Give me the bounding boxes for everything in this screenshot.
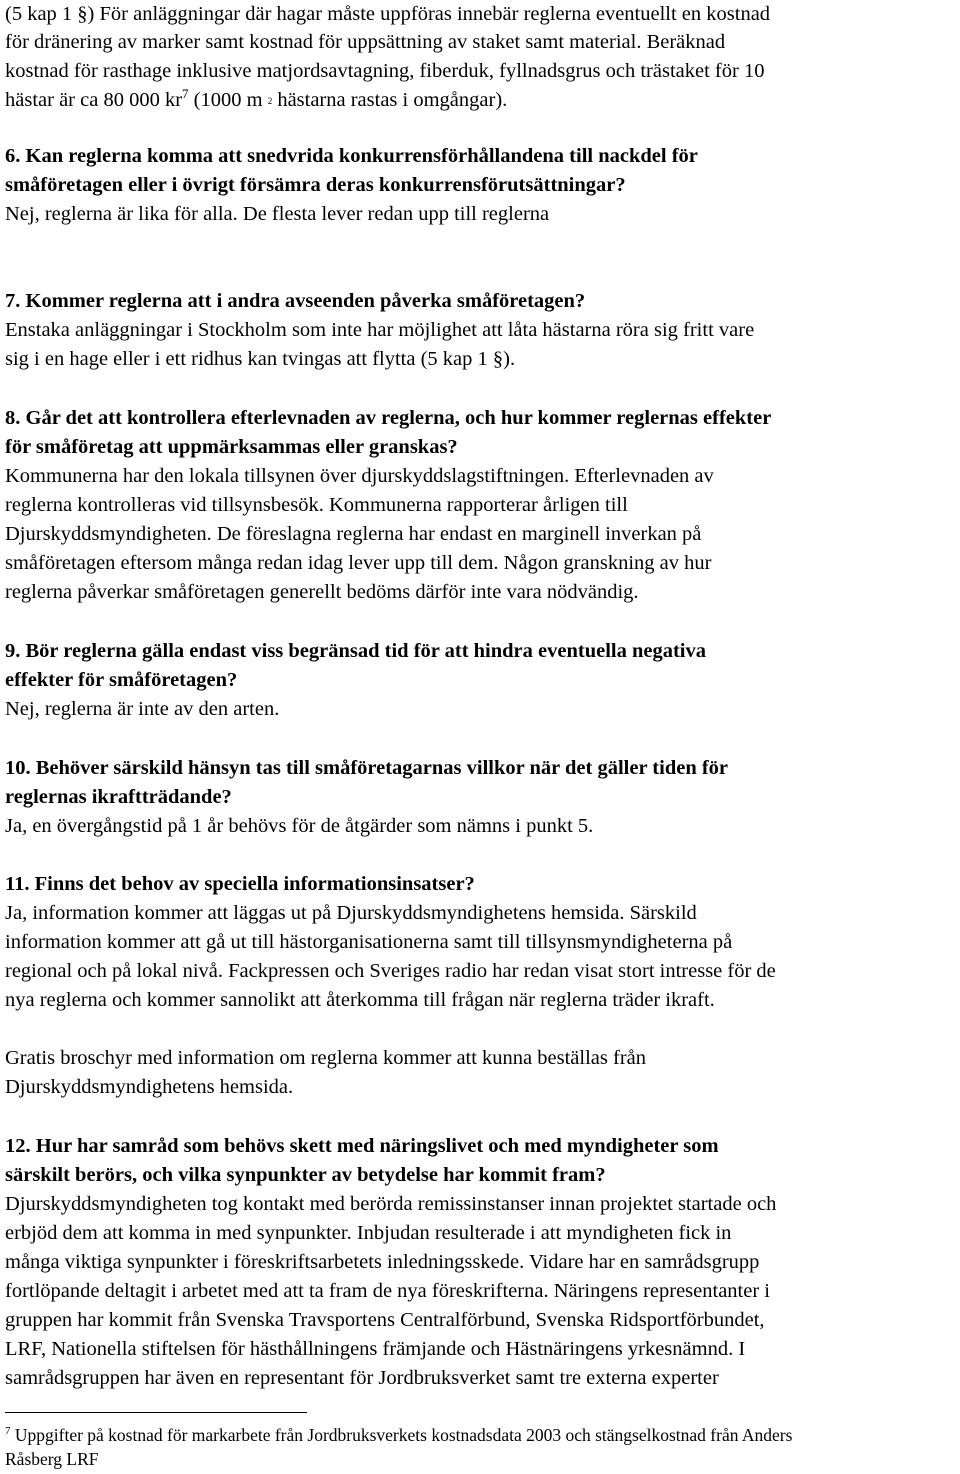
intro-line [5, 86, 507, 115]
question-heading: 7. Kommer reglerna att i andra avseenden påverka småföretagen? [5, 290, 586, 312]
question-heading: småföretagen eller i övrigt försämra deras konkurrensförutsättningar? [5, 174, 626, 196]
footnote-marker: 7 [5, 1425, 11, 1438]
intro-line: kostnad för rasthage inklusive matjordsavtagning, fiberduk, fyllnadsgrus och trästaket för 10 [5, 60, 765, 82]
answer-text: fortlöpande deltagit i arbetet med att ta fram de nya föreskrifterna. Näringens representanter i [5, 1280, 770, 1302]
footnote-line: Råsberg LRF [5, 1449, 99, 1469]
answer-text: småföretagen eftersom många redan idag lever upp till dem. Någon granskning av hur [5, 552, 712, 574]
footnote-text: Uppgifter på kostnad för markarbete från Jordbruksverkets kostnadsdata 2003 och stängselkostnad från Anders [10, 1425, 793, 1445]
question-heading: reglernas ikraftträdande? [5, 786, 232, 808]
answer-text: Kommunerna har den lokala tillsynen över djurskyddslagstiftningen. Efterlevnaden av [5, 465, 714, 487]
answer-text: sig i en hage eller i ett ridhus kan tvingas att flytta (5 kap 1 §). [5, 348, 516, 370]
answer-text: gruppen har kommit från Svenska Travsportens Centralförbund, Svenska Ridsportförbundet, [5, 1309, 765, 1331]
answer-text: Djurskyddsmyndigheten. De föreslagna reglerna har endast en marginell inverkan på [5, 523, 702, 545]
footnote-divider [5, 1412, 307, 1413]
footnote-line [5, 1423, 792, 1447]
intro-text: hästarna rastas i omgångar). [272, 89, 508, 111]
question-heading: 10. Behöver särskild hänsyn tas till småföretagarnas villkor när det gäller tiden för [5, 757, 729, 779]
answer-text: Ja, en övergångstid på 1 år behövs för de åtgärder som nämns i punkt 5. [5, 815, 594, 837]
answer-text: information kommer att gå ut till hästorganisationerna samt till tillsynsmyndigheterna på [5, 931, 733, 953]
answer-text: Enstaka anläggningar i Stockholm som inte har möjlighet att låta hästarna röra sig fritt vare [5, 319, 755, 341]
intro-text: (1000 m [188, 89, 268, 111]
question-heading: 12. Hur har samråd som behövs skett med näringslivet och med myndigheter som [5, 1135, 719, 1157]
question-heading: 8. Går det att kontrollera efterlevnaden av reglerna, och hur kommer reglernas effekter [5, 407, 772, 429]
footnote-reference[interactable]: 7 [182, 86, 189, 102]
answer-text: nya reglerna och kommer sannolikt att återkomma till frågan när reglerna träder ikraft. [5, 989, 715, 1011]
question-heading: effekter för småföretagen? [5, 669, 238, 691]
question-heading: 11. Finns det behov av speciella informationsinsatser? [5, 873, 475, 895]
intro-line: för dränering av marker samt kostnad för uppsättning av staket samt material. Beräknad [5, 31, 726, 53]
answer-text: Gratis broschyr med information om reglerna kommer att kunna beställas från [5, 1047, 646, 1069]
question-heading: 9. Bör reglerna gälla endast viss begränsad tid för att hindra eventuella negativa [5, 640, 706, 662]
question-heading: 6. Kan reglerna komma att snedvrida konkurrensförhållandena till nackdel för [5, 145, 698, 167]
answer-text: Djurskyddsmyndigheten tog kontakt med berörda remissinstanser innan projektet startade och [5, 1193, 777, 1215]
answer-text: Nej, reglerna är lika för alla. De flesta lever redan upp till reglerna [5, 203, 550, 225]
intro-line: (5 kap 1 §) För anläggningar där hagar måste uppföras innebär reglerna eventuellt en kostnad [5, 3, 771, 25]
answer-text: många viktiga synpunkter i föreskriftsarbetets inledningsskede. Vidare har en samrådsgrupp [5, 1251, 760, 1273]
answer-text: samrådsgruppen har även en representant för Jordbruksverket samt tre externa experter [5, 1367, 719, 1389]
answer-text: LRF, Nationella stiftelsen för hästhållningens främjande och Hästnäringens yrkesnämnd. I [5, 1338, 746, 1360]
answer-text: erbjöd dem att komma in med synpunkter. Inbjudan resulterade i att myndigheten fick in [5, 1222, 732, 1244]
answer-text: regional och på lokal nivå. Fackpressen och Sveriges radio har redan visat stort intresse för de [5, 960, 776, 982]
answer-text: reglerna kontrolleras vid tillsynsbesök. Kommunerna rapporterar årligen till [5, 494, 628, 516]
answer-text: Djurskyddsmyndighetens hemsida. [5, 1076, 294, 1098]
answer-text: reglerna påverkar småföretagen generellt bedöms därför inte vara nödvändig. [5, 581, 639, 603]
question-heading: särskilt berörs, och vilka synpunkter av betydelse har kommit fram? [5, 1164, 606, 1186]
answer-text: Ja, information kommer att läggas ut på Djurskyddsmyndighetens hemsida. Särskild [5, 902, 697, 924]
intro-text: hästar är ca 80 000 kr [5, 89, 183, 111]
question-heading: för småföretag att uppmärksammas eller granskas? [5, 436, 458, 458]
superscript-2: 2 [267, 96, 273, 106]
answer-text: Nej, reglerna är inte av den arten. [5, 698, 280, 720]
